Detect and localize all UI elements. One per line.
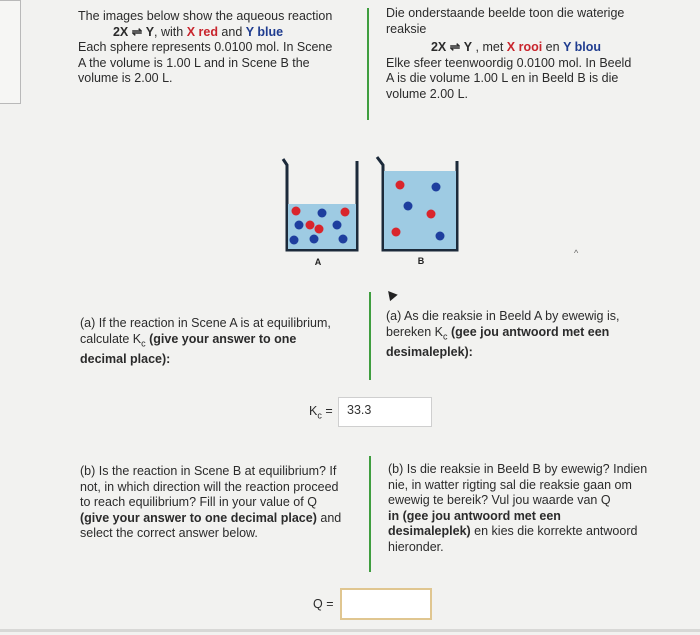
part-b-divider [369, 456, 371, 572]
red-sphere [427, 210, 436, 219]
blue-sphere [290, 236, 299, 245]
part-b-afrikaans: (b) Is die reaksie in Beeld B by ewewig? Indien nie, in watter rigting sal die reaksie gaan om ewewig te bereik? Vul jou waarde van Q in (gee jou antwoord met een desimaleplek) en kies die korrekte antwoord hieronder. [388, 462, 648, 554]
red-sphere [392, 228, 401, 237]
blue-sphere [333, 221, 342, 230]
intro-afrikaans [386, 6, 666, 102]
intro-en-line5: volume is 2.00 L. [78, 71, 173, 85]
blue-sphere [310, 235, 319, 244]
scene-a-label: A [314, 257, 322, 267]
intro-af-line6: volume 2.00 L. [386, 86, 468, 101]
beaker-a [283, 159, 357, 267]
part-a-divider [369, 292, 371, 380]
red-sphere [292, 207, 301, 216]
intro-en-equation: 2X ⇌ Y, with X red and Y blue [112, 24, 284, 39]
blue-sphere [404, 202, 413, 211]
equilibrium-arrow-icon: ⇌ [449, 40, 461, 54]
intro-divider [367, 8, 369, 120]
blue-sphere [318, 209, 327, 218]
caret-icon: ^ [574, 248, 579, 258]
q-input[interactable] [340, 588, 432, 620]
beaker-b-liquid [384, 171, 456, 249]
kc-label: $K_c$ = [309, 404, 333, 421]
blue-sphere [339, 235, 348, 244]
blue-sphere [436, 232, 445, 241]
beaker-b [377, 157, 457, 266]
intro-en-line1: The images below show the aqueous reaction [78, 9, 333, 23]
intro-af-line2: reaksie [386, 21, 427, 36]
intro-af-equation: 2X ⇌ Y , met X rooi en Y blou [430, 40, 602, 54]
intro-af-line4: Elke sfeer teenwoordig 0.0100 mol. In Beeld [386, 55, 632, 70]
intro-af-line1: Die onderstaande beelde toon die waterige [386, 6, 625, 20]
red-sphere [396, 181, 405, 190]
part-b-english: (b) Is the reaction in Scene B at equilibrium? If not, in which direction will the reaction proceed to reach equilibrium? Fill in your value of Q (give your answer to one decimal place) and select the correct answer below. [80, 464, 342, 540]
intro-en-line4: A the volume is 1.00 L and in Scene B the [78, 55, 310, 70]
part-a-english: (a) If the reaction in Scene A is at equilibrium, calculate $K_c$ (give your answer to one decimal place): [80, 316, 331, 366]
blue-sphere [295, 221, 304, 230]
part-a-afrikaans: (a) As die reaksie in Beeld A by ewewig is, bereken $K_c$ (gee jou antwoord met een desimaleplek): [386, 309, 620, 359]
blue-sphere [432, 183, 441, 192]
left-panel-edge [0, 0, 21, 104]
beaker-scenes [275, 155, 475, 270]
q-label: Q = [313, 597, 334, 611]
red-sphere [341, 208, 350, 217]
kc-input[interactable]: 33.3 [338, 397, 432, 427]
scene-b-label: B [417, 256, 425, 266]
red-sphere [306, 221, 315, 230]
equilibrium-arrow-icon: ⇌ [131, 24, 143, 39]
intro-en-line3: Each sphere represents 0.0100 mol. In Scene [78, 40, 333, 54]
intro-af-line5: A is die volume 1.00 L en in Beeld B is die [386, 71, 619, 85]
intro-english [78, 9, 358, 87]
red-sphere [315, 225, 324, 234]
cursor-arrow-icon [384, 288, 397, 301]
bottom-border [0, 629, 700, 632]
